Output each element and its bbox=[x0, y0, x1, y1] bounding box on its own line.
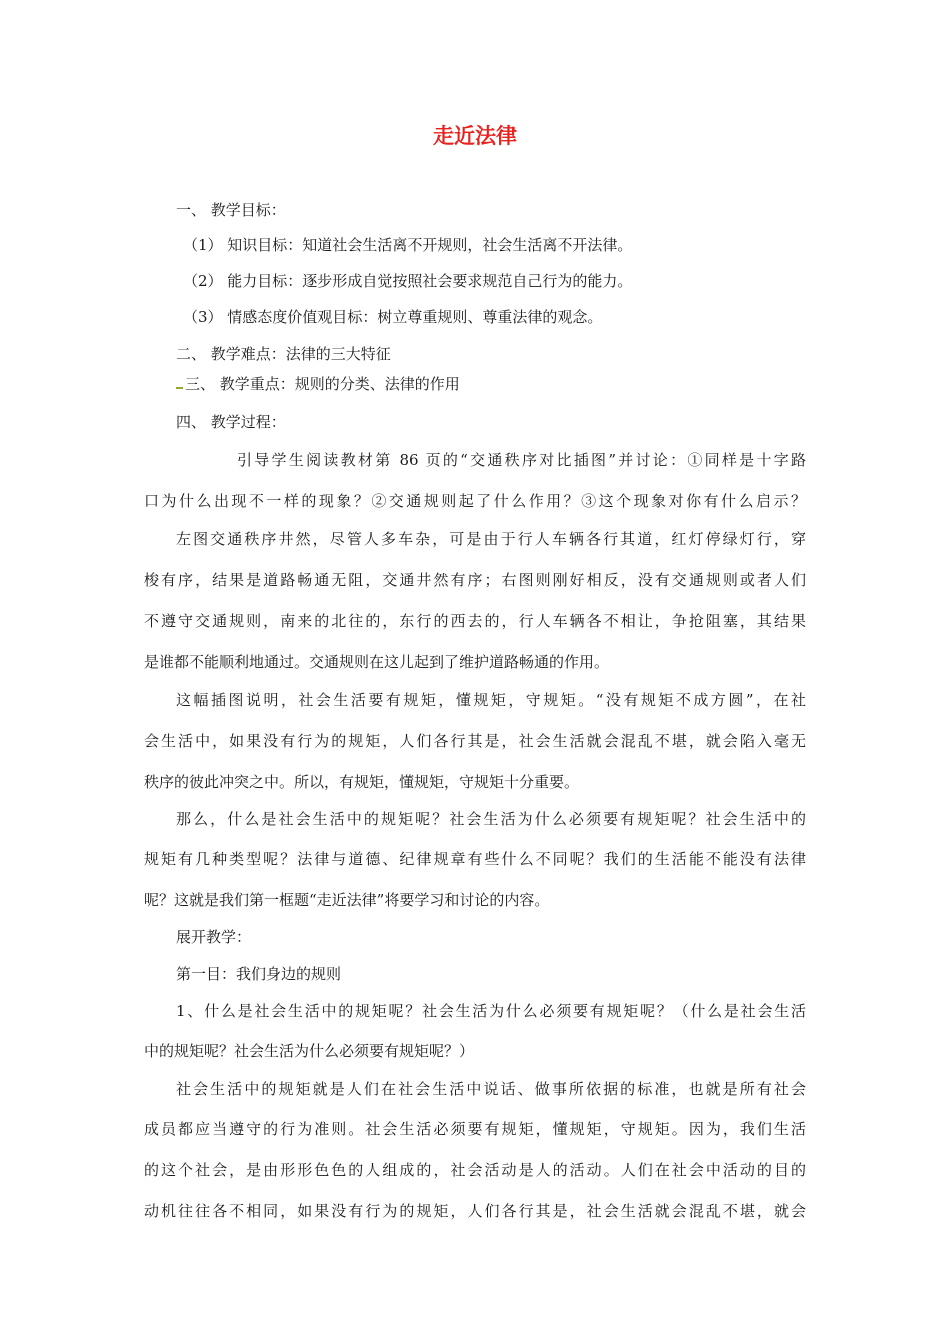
objectives-heading: 一、 教学目标： bbox=[176, 201, 286, 219]
paragraph-line: 1、什么是社会生活中的规矩呢？社会生活为什么必须要有规矩呢？（什么是社会生活 bbox=[176, 1002, 806, 1020]
paragraph-line: 那么，什么是社会生活中的规矩呢？社会生活为什么必须要有规矩呢？社会生活中的 bbox=[176, 810, 806, 828]
paragraph-line: 秩序的彼此冲突之中。所以，有规矩，懂规矩，守规矩十分重要。 bbox=[144, 773, 580, 791]
document-title: 走近法律 bbox=[433, 124, 517, 148]
paragraph-line: 社会生活中的规矩就是人们在社会生活中说话、做事所依据的标准，也就是所有社会 bbox=[176, 1080, 806, 1098]
paragraph-line: 成员都应当遵守的行为准则。社会生活必须要有规矩，懂规矩，守规矩。因为，我们生活 bbox=[144, 1120, 806, 1138]
paragraph-line: 这幅插图说明，社会生活要有规矩，懂规矩，守规矩。“没有规矩不成方圆”，在社 bbox=[176, 691, 806, 709]
edit-mark bbox=[176, 383, 183, 389]
paragraph-line: 口为什么出现不一样的现象？②交通规则起了什么作用？③这个现象对你有什么启示？ bbox=[144, 492, 806, 510]
paragraph-line: 呢？这就是我们第一框题“走近法律”将要学习和讨论的内容。 bbox=[144, 891, 550, 909]
objective-attitude: （3） 情感态度价值观目标：树立尊重规则、尊重法律的观念。 bbox=[183, 308, 603, 326]
paragraph-line: 引导学生阅读教材第 86 页的“交通秩序对比插图”并讨论：①同样是十字路 bbox=[237, 451, 806, 469]
paragraph-line: 规矩有几种类型呢？法律与道德、纪律规章有些什么不同呢？我们的生活能不能没有法律 bbox=[144, 850, 806, 868]
objective-knowledge: （1） 知识目标：知道社会生活离不开规则，社会生活离不开法律。 bbox=[183, 236, 633, 254]
paragraph-line: 的这个社会，是由形形色色的人组成的，社会活动是人的活动。人们在社会中活动的目的 bbox=[144, 1161, 806, 1179]
expand-teaching-label: 展开教学： bbox=[176, 928, 252, 946]
paragraph-line: 梭有序，结果是道路畅通无阻，交通井然有序；右图则刚好相反，没有交通规则或者人们 bbox=[144, 571, 806, 589]
paragraph-line: 左图交通秩序井然，尽管人多车杂，可是由于行人车辆各行其道，红灯停绿灯行，穿 bbox=[176, 530, 806, 548]
teaching-key-points bbox=[176, 373, 460, 395]
key-points-text: 三、 教学重点：规则的分类、法律的作用 bbox=[185, 375, 460, 393]
paragraph-line: 中的规矩呢？社会生活为什么必须要有规矩呢？） bbox=[144, 1042, 475, 1060]
paragraph-line: 动机往往各不相同，如果没有行为的规矩，人们各行其是，社会生活就会混乱不堪，就会 bbox=[144, 1202, 806, 1220]
paragraph-line: 会生活中，如果没有行为的规矩，人们各行其是，社会生活就会混乱不堪，就会陷入毫无 bbox=[144, 732, 806, 750]
paragraph-line: 是谁都不能顺利地通过。交通规则在这儿起到了维护道路畅通的作用。 bbox=[144, 653, 610, 671]
process-heading: 四、 教学过程： bbox=[176, 413, 286, 431]
section-heading: 第一目：我们身边的规则 bbox=[176, 965, 342, 983]
paragraph-line: 不遵守交通规则，南来的北往的，东行的西去的，行人车辆各不相让，争抢阻塞，其结果 bbox=[144, 612, 806, 630]
teaching-difficulty: 二、 教学难点：法律的三大特征 bbox=[176, 345, 391, 363]
objective-ability: （2） 能力目标：逐步形成自觉按照社会要求规范自己行为的能力。 bbox=[183, 272, 633, 290]
